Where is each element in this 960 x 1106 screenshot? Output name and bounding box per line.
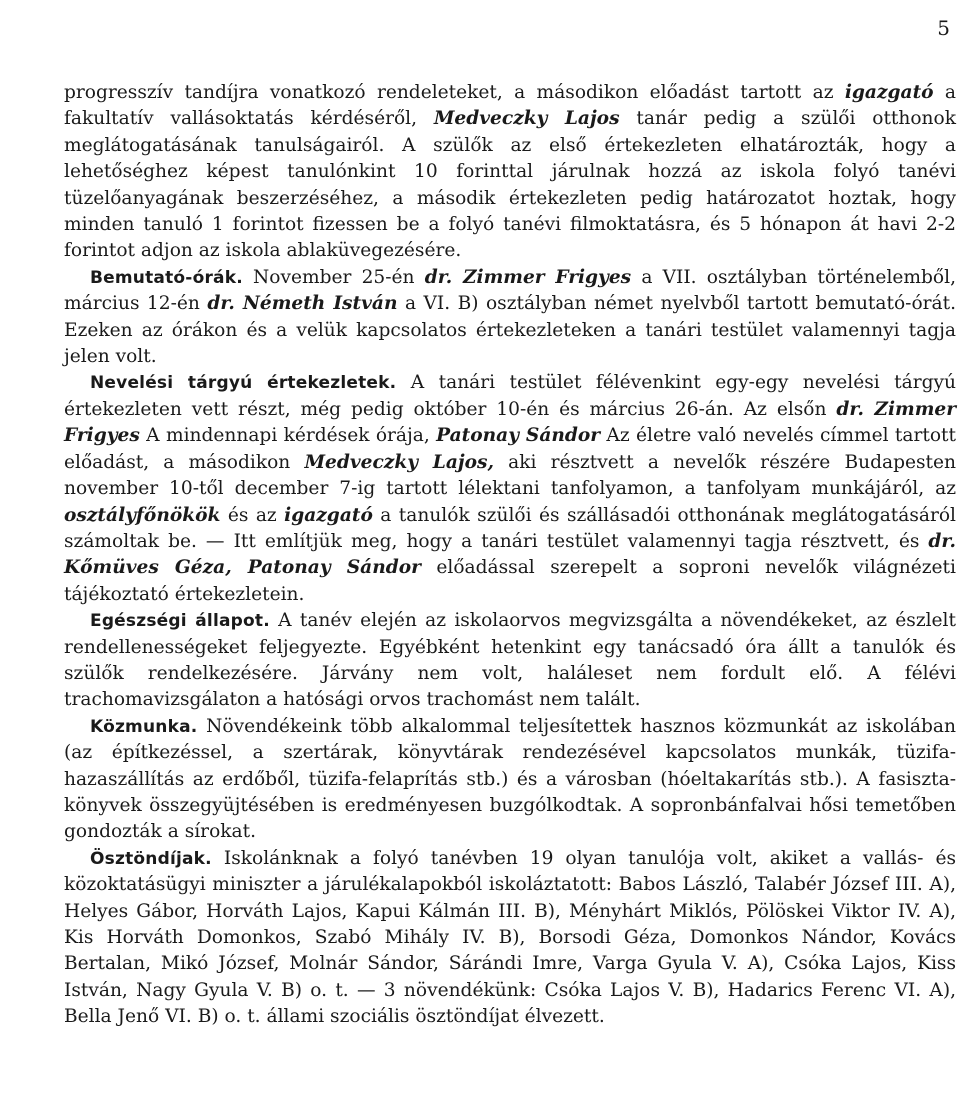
text-run: tanár pedig a szülői otthonok meglátogatásának tanulságairól. A szülők az első értekezleten elhatározták, hogy a lehetőséghez képest tanulónkint 10 forinttal járulnak hozzá az iskola folyó tanévi tüzelőanyagának beszerzéséhez, a második értekezleten pedig határozatot hoztak, hogy minden tanuló 1 forintot fizessen be a folyó tanévi filmoktatásra, és 5 hónapon át havi 2-2 forintot adjon az iskola ablaküvegezésére.	[64, 108, 956, 262]
text-run: Növendékeink több alkalommal teljesítettek hasznos közmunkát az iskolában (az építkezéssel, a szertárak, könyvtárak rendezésével kapcsolatos munkák, tüzifa-hazaszállítás az erdőből, tüzifa-felaprítás stb.) és a városban (hóeltakarítás stb.). A fasiszta-könyvek összegyüjtésében is eredményesen buzgólkodtak. A sopronbánfalvai hősi temetőben gondozták a sírokat.	[64, 715, 956, 843]
text-run-italic: Medveczky Lajos,	[304, 451, 494, 473]
section-heading: Egészségi állapot.	[90, 611, 270, 632]
section-heading: Nevelési tárgyú értekezletek.	[90, 373, 397, 394]
section-heading: Bemutató-órák.	[90, 267, 243, 288]
text-run-italic: igazgató	[284, 504, 373, 526]
text-run: és az	[220, 504, 285, 526]
text-run: aki résztvett a nevelők részére Budapesten november 10-től december 7-ig tartott lélektani tanfolyamon, a tanfolyam munkájáról, az	[64, 451, 956, 500]
text-run: a VI. B) osztályban német nyelvből tartott bemutató-órát. Ezeken az órákon és a velük kapcsolatos értekezleteken a tanári testület valamennyi tagja jelen volt.	[64, 293, 956, 368]
paragraph-public-work	[64, 714, 956, 846]
text-run-italic: Medveczky Lajos	[433, 108, 620, 130]
text-run: November 25-én	[242, 266, 425, 288]
text-run-italic: igazgató	[844, 82, 934, 103]
text-run-italic: dr. Kőmüves Géza, Patonay Sándor	[64, 530, 956, 579]
text-run-italic: Patonay Sándor	[436, 425, 601, 447]
text-run: Az életre való nevelés címmel tartott előadást, a másodikon	[64, 425, 956, 473]
paragraph-demo-lessons	[64, 265, 956, 371]
text-run-italic: osztályfőnökök	[64, 504, 221, 526]
section-heading: Ösztöndíjak.	[90, 848, 212, 869]
paragraph-scholarships	[64, 846, 956, 1031]
text-run: progresszív tandíjra vonatkozó rendeleteket, a másodikon előadást tartott az	[64, 82, 845, 103]
paragraph-health	[64, 608, 956, 714]
text-run: a VII. osztályban történelemből, március 12-én	[64, 266, 956, 315]
text-run: előadással szerepelt a soproni nevelők világnézeti tájékoztató értekezletein.	[64, 557, 956, 605]
text-run-italic: dr. Németh István	[207, 293, 398, 315]
text-run: A tanév elején az iskolaorvos megvizsgálta a növendékeket, az észlelt rendellenességeket feljegyezte. Egyébként hetenkint egy tanácsadó óra állt a tanulók és szülők rendelkezésére. Járvány nem volt, haláleset nem fordult elő. A félévi trachomavizsgálaton a hatósági orvos trachomást nem talált.	[64, 610, 956, 711]
text-run-italic: dr. Zimmer Frigyes	[424, 266, 632, 288]
text-run-italic: dr. Zimmer Frigyes	[64, 398, 956, 447]
text-run: a tanulók szülői és szállásadói otthonának meglátogatásáról számoltak be. — Itt említjük meg, hogy a tanári testület valamennyi tagja résztvett, és	[64, 504, 956, 552]
paragraph-parent-meetings	[64, 80, 956, 265]
page-number: 5	[937, 16, 950, 40]
text-run: A mindennapi kérdések órája,	[139, 425, 437, 447]
text-run: Iskolánknak a folyó tanévben 19 olyan tanulója volt, akiket a vallás- és közoktatásügyi miniszter a járulékalapokból iskoláztatott: Babos László, Talabér József III. A), Helyes Gábor, Horváth Lajos, Kapui Kálmán III. B), Ményhárt Miklós, Pölöskei Viktor IV. A), Kis Horváth Domonkos, Szabó Mihály IV. B), Borsodi Géza, Domonkos Nándor, Kovács Bertalan, Mikó József, Molnár Sándor, Sárándi Imre, Varga Gyula V. A), Csóka Lajos, Kiss István, Nagy Gyula V. B) o. t. — 3 növendékünk: Csóka Lajos V. B), Hadarics Ferenc VI. A), Bella Jenő VI. B) o. t. állami szociális ösztöndíjat élvezett.	[64, 847, 956, 1028]
body-text	[64, 80, 956, 1031]
section-heading: Közmunka.	[90, 716, 198, 737]
text-run: A tanári testület félévenkint egy-egy nevelési tárgyú értekezleten vett részt, még pedig október 10-én és március 26-án. Az elsőn	[64, 372, 957, 420]
text-run: a fakultatív vallásoktatás kérdéséről,	[64, 82, 956, 130]
paragraph-education-meetings	[64, 370, 956, 608]
